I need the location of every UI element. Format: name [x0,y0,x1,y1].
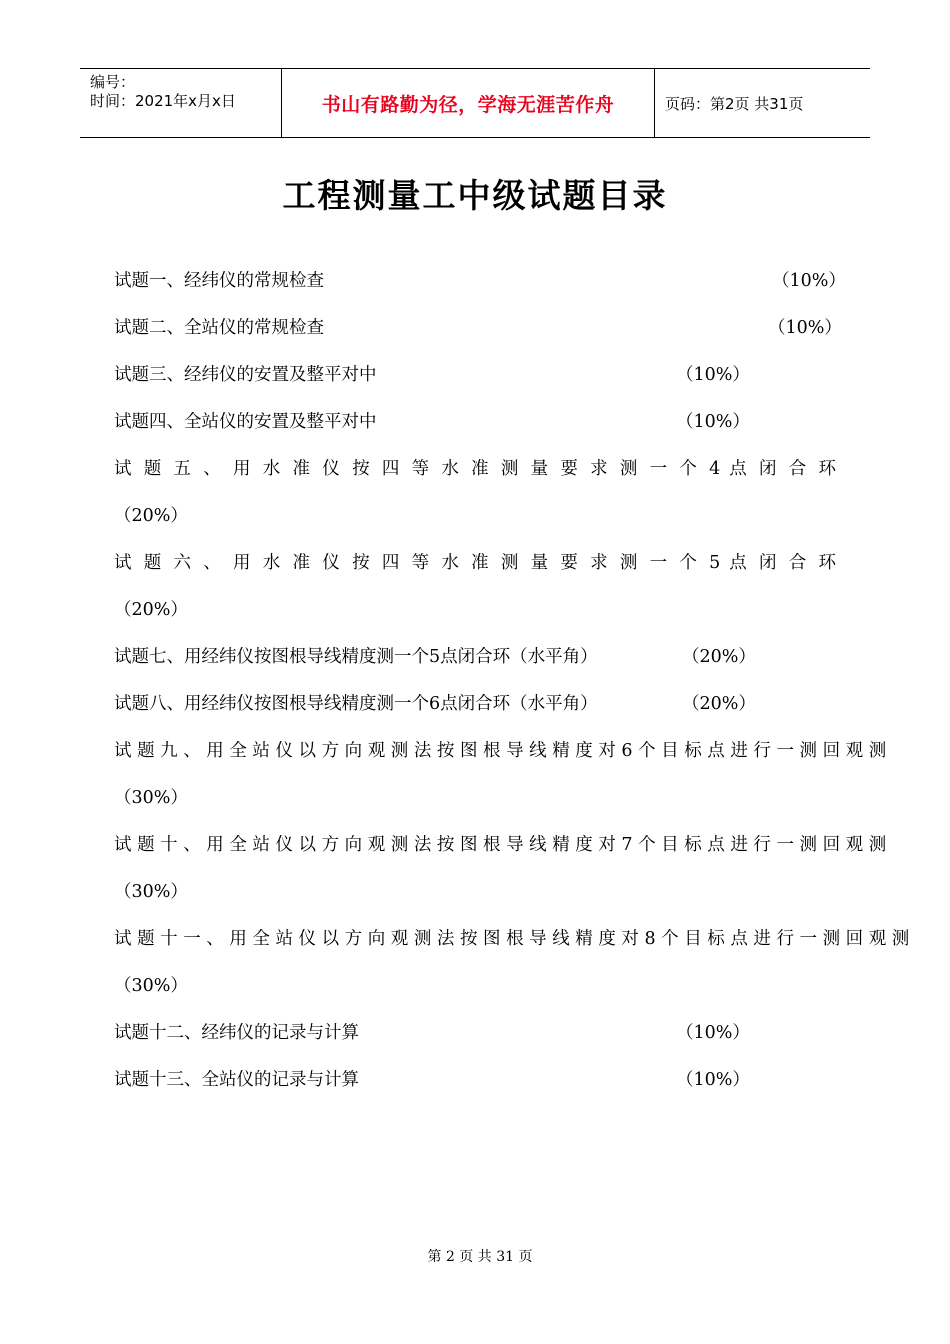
toc-item-1 [114,258,846,305]
toc-item-percent: （10%） [676,412,750,432]
toc-item-percent: （20%） [682,647,756,667]
toc-item-7 [114,634,836,681]
page-header [80,68,870,138]
toc-item-13 [114,1057,836,1104]
toc-item-6: 试 题 六 、 用 水 准 仪 按 四 等 水 准 测 量 要 求 测 一 个 5 点 闭 合 环 [114,553,836,573]
toc-item-text: 试题七、用经纬仪按图根导线精度测一个5点闭合环（水平角） [114,647,598,667]
toc-item-9: 试 题 九 、 用 全 站 仪 以 方 向 观 测 法 按 图 根 导 线 精 度 对 6 个 目 标 点 进 行 一 测 回 观 测 [114,741,887,761]
motto-text: 书山有路勤为径，学海无涯苦作舟 [321,93,615,116]
toc-item-percent: （10%） [768,318,842,338]
toc-item-text: 试题四、全站仪的安置及整平对中 [114,412,377,432]
toc-item-percent: （10%） [676,1023,750,1043]
toc-item-5: 试 题 五 、 用 水 准 仪 按 四 等 水 准 测 量 要 求 测 一 个 4 点 闭 合 环 [114,459,836,479]
toc-item-text: 试题十三、全站仪的记录与计算 [114,1070,359,1090]
toc-item-text: 试题二、全站仪的常规检查 [114,318,324,338]
toc-item-4 [114,399,836,446]
table-of-contents [114,258,910,1104]
toc-item-8 [114,681,836,728]
header-motto-cell [281,69,655,137]
page-info: 页码：第2页 共31页 [665,94,804,113]
toc-item-11: 试 题 十 一 、 用 全 站 仪 以 方 向 观 测 法 按 图 根 导 线 精 度 对 8 个 目 标 点 进 行 一 测 回 观 测 [114,929,910,949]
toc-item-percent: （10%） [676,1070,750,1090]
toc-item-text: 试题八、用经纬仪按图根导线精度测一个6点闭合环（水平角） [114,694,598,714]
toc-item-percent: （10%） [772,271,846,291]
number-label: 编号： [90,73,136,91]
header-meta [80,69,281,137]
toc-item-11-percent: （30%） [114,976,188,996]
toc-item-10-percent: （30%） [114,882,188,902]
toc-item-3 [114,352,836,399]
toc-item-percent: （20%） [682,694,756,714]
toc-item-9-percent: （30%） [114,788,188,808]
toc-item-2 [114,305,842,352]
toc-item-12 [114,1010,836,1057]
date-label: 时间：2021年x月x日 [90,92,236,110]
toc-item-5-percent: （20%） [114,506,188,526]
toc-item-text: 试题十二、经纬仪的记录与计算 [114,1023,359,1043]
toc-item-percent: （10%） [676,365,750,385]
toc-item-text: 试题三、经纬仪的安置及整平对中 [114,365,377,385]
toc-item-10: 试 题 十 、 用 全 站 仪 以 方 向 观 测 法 按 图 根 导 线 精 度 对 7 个 目 标 点 进 行 一 测 回 观 测 [114,835,887,855]
header-page-cell [655,69,870,137]
toc-item-6-percent: （20%） [114,600,188,620]
page-footer: 第 2 页 共 31 页 [427,1249,533,1265]
toc-item-text: 试题一、经纬仪的常规检查 [114,271,324,291]
document-title: 工程测量工中级试题目录 [282,176,668,215]
